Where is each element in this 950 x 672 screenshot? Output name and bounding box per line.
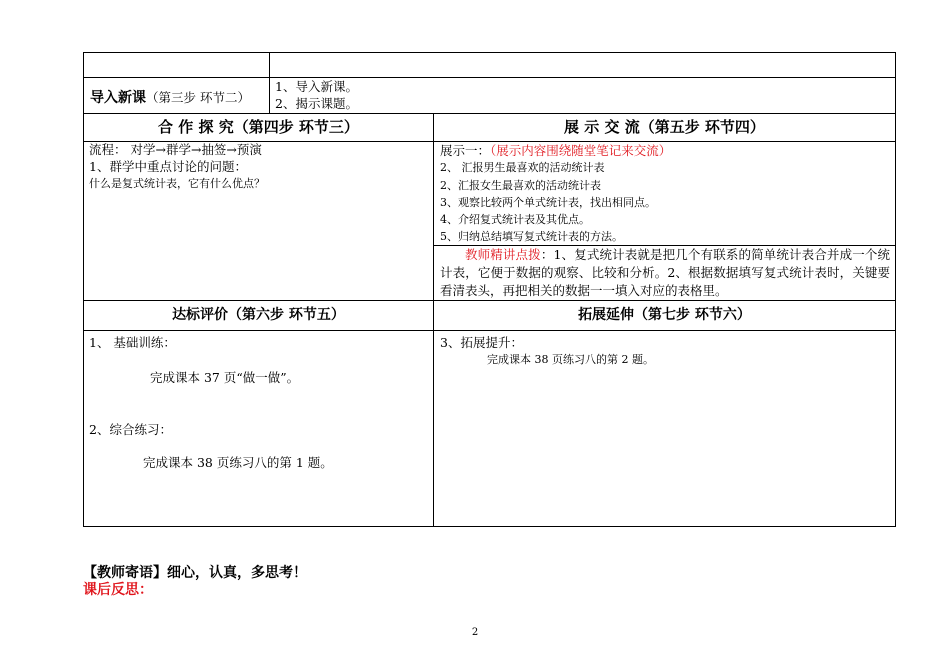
teacher-explanation-label: 教师精讲点拨 [465,247,541,262]
assess-title: 达标评价（第六步 环节五） [172,307,345,323]
display-item-2: 2、汇报女生最喜欢的活动统计表 [440,179,601,192]
display-item-5: 5、归纳总结填写复式统计表的方法。 [440,230,623,243]
display-title: 展 示 交 流（第五步 环节四） [564,118,765,136]
intro-heading: 导入新课 [90,90,146,106]
display-show-prefix: 展示一： [440,143,491,158]
display-show-note: （展示内容围绕随堂笔记来交流） [490,143,672,158]
extend-item-label: 3、拓展提升： [440,335,523,350]
intro-item-2: 2、揭示课题。 [275,96,358,111]
teacher-explanation-text: ：1、复式统计表就是把几个有联系的简单统计表合并成一个统计表，它便于数据的观察、比较和分析。2、根据数据填写复式统计表时，关键要看清表头，再把相关的数据一一填入对应的表格里。 [440,247,890,298]
display-show-line [440,143,671,158]
assess-combo-task: 完成课本 38 页练习八的第 1 题。 [143,455,333,470]
cooperate-question: 什么是复式统计表，它有什么优点？ [89,177,265,190]
intro-item-1: 1、导入新课。 [275,79,358,94]
teacher-motto: 【教师寄语】细心，认真，多思考！ [83,565,307,581]
display-item-1: 2、 汇报男生最喜欢的活动统计表 [440,161,605,174]
display-item-4: 4、介绍复式统计表及其优点。 [440,213,590,226]
assess-basic-task: 完成课本 37 页“做一做”。 [150,370,300,385]
post-class-reflection: 课后反思： [83,582,153,598]
extend-title: 拓展延伸（第七步 环节六） [578,307,751,323]
cooperate-question-label: 1、群学中重点讨论的问题： [89,159,247,174]
extend-item-task: 完成课本 38 页练习八的第 2 题。 [487,353,654,366]
intro-heading-block [90,87,250,107]
teacher-explanation [440,246,890,300]
assess-basic-label: 1、 基础训练： [89,335,176,350]
cooperate-flow: 流程： 对学→群学→抽签→预演 [89,142,262,157]
page-number: 2 [471,627,479,638]
display-item-3: 3、观察比较两个单式统计表，找出相同点。 [440,196,656,209]
cooperate-title: 合 作 探 究（第四步 环节三） [158,118,359,136]
intro-heading-sub: （第三步 环节二） [146,90,250,105]
assess-combo-label: 2、综合练习： [89,422,172,437]
